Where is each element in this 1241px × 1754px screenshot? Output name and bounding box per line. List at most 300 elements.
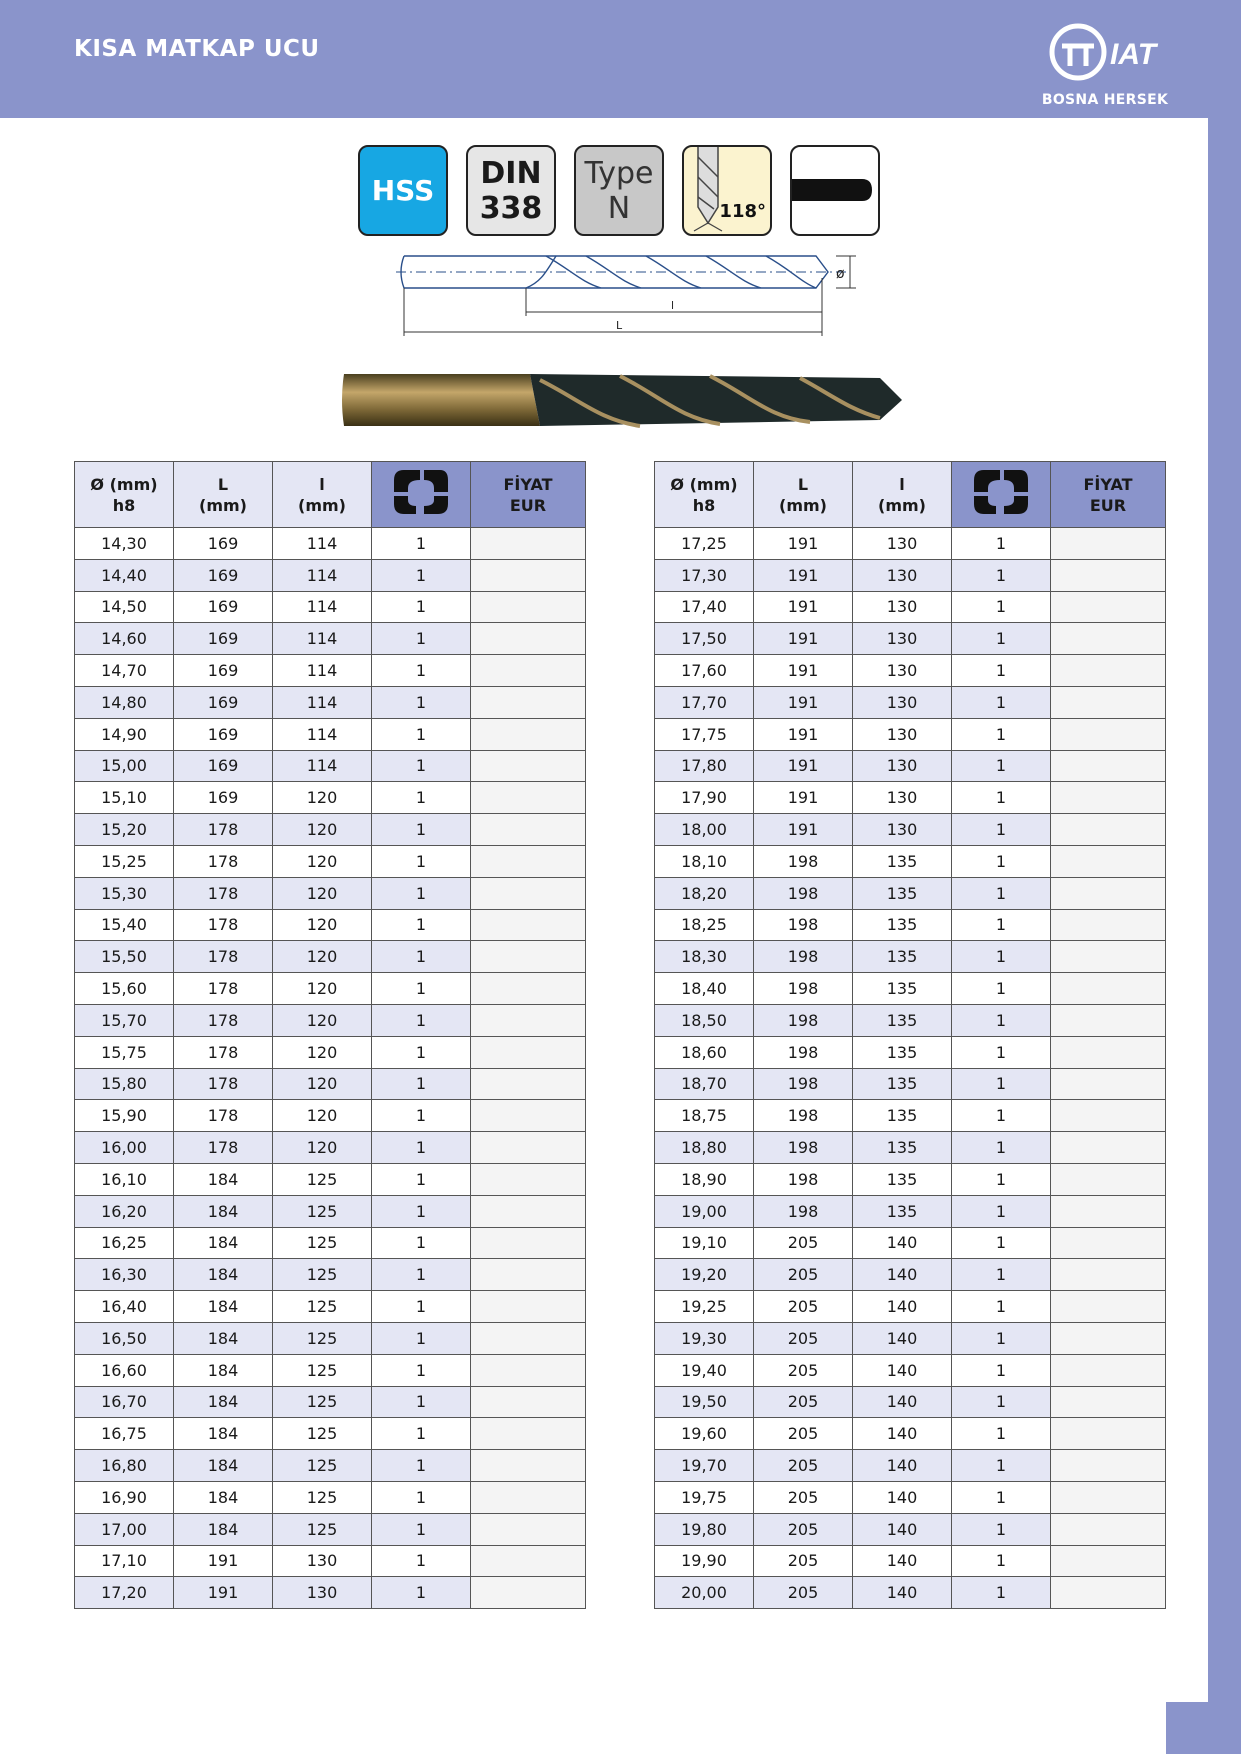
cell-package-qty: 1 bbox=[952, 845, 1051, 877]
cell-price bbox=[471, 1163, 586, 1195]
cell-flute-length: 140 bbox=[853, 1227, 952, 1259]
cell-flute-length: 140 bbox=[853, 1291, 952, 1323]
cell-price bbox=[1051, 782, 1166, 814]
cell-package-qty: 1 bbox=[952, 750, 1051, 782]
cell-package-qty: 1 bbox=[372, 941, 471, 973]
cell-total-length: 184 bbox=[174, 1195, 273, 1227]
cell-total-length: 198 bbox=[754, 1100, 853, 1132]
cell-total-length: 198 bbox=[754, 1163, 853, 1195]
cell-flute-length: 120 bbox=[273, 782, 372, 814]
cell-package-qty: 1 bbox=[372, 750, 471, 782]
cell-flute-length: 130 bbox=[853, 750, 952, 782]
cell-total-length: 205 bbox=[754, 1450, 853, 1482]
table-row bbox=[655, 1513, 1166, 1545]
header-package bbox=[952, 462, 1051, 528]
cell-diameter: 15,10 bbox=[75, 782, 174, 814]
cell-flute-length: 120 bbox=[273, 941, 372, 973]
table-row bbox=[75, 1068, 586, 1100]
cell-flute-length: 130 bbox=[853, 814, 952, 846]
table-row bbox=[75, 1004, 586, 1036]
cell-flute-length: 125 bbox=[273, 1259, 372, 1291]
type-label: Type bbox=[584, 155, 654, 191]
cell-package-qty: 1 bbox=[952, 1004, 1051, 1036]
cell-price bbox=[1051, 1068, 1166, 1100]
cell-diameter: 19,40 bbox=[655, 1354, 754, 1386]
cell-total-length: 169 bbox=[174, 559, 273, 591]
cell-price bbox=[1051, 623, 1166, 655]
cell-total-length: 198 bbox=[754, 1004, 853, 1036]
table-row bbox=[655, 1418, 1166, 1450]
cell-diameter: 15,70 bbox=[75, 1004, 174, 1036]
cell-total-length: 169 bbox=[174, 782, 273, 814]
cell-flute-length: 130 bbox=[853, 782, 952, 814]
cell-package-qty: 1 bbox=[372, 1577, 471, 1609]
table-row bbox=[75, 1195, 586, 1227]
cell-package-qty: 1 bbox=[952, 1036, 1051, 1068]
cell-diameter: 16,50 bbox=[75, 1322, 174, 1354]
cell-diameter: 15,20 bbox=[75, 814, 174, 846]
cell-price bbox=[1051, 1163, 1166, 1195]
cell-diameter: 16,90 bbox=[75, 1481, 174, 1513]
table-row bbox=[655, 845, 1166, 877]
cell-package-qty: 1 bbox=[952, 1450, 1051, 1482]
cell-price bbox=[1051, 1450, 1166, 1482]
cell-package-qty: 1 bbox=[952, 1100, 1051, 1132]
cell-diameter: 19,75 bbox=[655, 1481, 754, 1513]
table-row bbox=[655, 655, 1166, 687]
iat-logo-icon bbox=[1048, 22, 1168, 86]
cell-price bbox=[471, 1322, 586, 1354]
cell-diameter: 16,40 bbox=[75, 1291, 174, 1323]
cell-total-length: 178 bbox=[174, 1004, 273, 1036]
cell-package-qty: 1 bbox=[372, 1450, 471, 1482]
cell-price bbox=[1051, 528, 1166, 560]
cell-price bbox=[1051, 909, 1166, 941]
angle-label: 118° bbox=[719, 201, 766, 222]
table-row bbox=[75, 1163, 586, 1195]
table-row bbox=[75, 941, 586, 973]
cell-diameter: 19,80 bbox=[655, 1513, 754, 1545]
cell-diameter: 16,70 bbox=[75, 1386, 174, 1418]
cell-flute-length: 130 bbox=[273, 1545, 372, 1577]
table-row bbox=[655, 1068, 1166, 1100]
cell-package-qty: 1 bbox=[952, 1068, 1051, 1100]
cell-flute-length: 120 bbox=[273, 1068, 372, 1100]
table-row bbox=[655, 1322, 1166, 1354]
cell-package-qty: 1 bbox=[372, 559, 471, 591]
cell-price bbox=[1051, 750, 1166, 782]
cell-price bbox=[471, 941, 586, 973]
drill-bit-image bbox=[340, 370, 902, 430]
cell-price bbox=[471, 718, 586, 750]
cell-flute-length: 140 bbox=[853, 1577, 952, 1609]
cell-package-qty: 1 bbox=[952, 591, 1051, 623]
cell-package-qty: 1 bbox=[372, 877, 471, 909]
cell-flute-length: 125 bbox=[273, 1418, 372, 1450]
cell-flute-length: 125 bbox=[273, 1354, 372, 1386]
table-row bbox=[655, 1227, 1166, 1259]
point-angle-badge bbox=[682, 145, 772, 236]
cell-diameter: 14,70 bbox=[75, 655, 174, 687]
table-row bbox=[655, 909, 1166, 941]
cell-price bbox=[1051, 1004, 1166, 1036]
cell-package-qty: 1 bbox=[952, 1577, 1051, 1609]
table-row bbox=[655, 1450, 1166, 1482]
cell-package-qty: 1 bbox=[952, 655, 1051, 687]
table-row bbox=[75, 1450, 586, 1482]
cell-package-qty: 1 bbox=[952, 1545, 1051, 1577]
cell-total-length: 205 bbox=[754, 1354, 853, 1386]
cell-package-qty: 1 bbox=[372, 1195, 471, 1227]
table-header-row bbox=[75, 462, 586, 528]
side-accent-bar bbox=[1208, 118, 1241, 1754]
cell-total-length: 178 bbox=[174, 1132, 273, 1164]
cell-package-qty: 1 bbox=[372, 1163, 471, 1195]
cell-package-qty: 1 bbox=[372, 1513, 471, 1545]
cell-diameter: 17,40 bbox=[655, 591, 754, 623]
cell-diameter: 16,10 bbox=[75, 1163, 174, 1195]
cell-price bbox=[471, 973, 586, 1005]
cell-flute-length: 130 bbox=[853, 591, 952, 623]
cell-flute-length: 125 bbox=[273, 1322, 372, 1354]
logo-subtitle: BOSNA HERSEK bbox=[1041, 92, 1169, 108]
cell-package-qty: 1 bbox=[952, 1227, 1051, 1259]
table-row bbox=[75, 814, 586, 846]
cell-package-qty: 1 bbox=[372, 782, 471, 814]
cell-diameter: 17,70 bbox=[655, 686, 754, 718]
cell-diameter: 15,80 bbox=[75, 1068, 174, 1100]
cell-price bbox=[471, 1132, 586, 1164]
table-row bbox=[75, 1227, 586, 1259]
cell-package-qty: 1 bbox=[952, 973, 1051, 1005]
table-header-row bbox=[655, 462, 1166, 528]
cell-flute-length: 120 bbox=[273, 1132, 372, 1164]
cell-total-length: 184 bbox=[174, 1259, 273, 1291]
cell-package-qty: 1 bbox=[952, 559, 1051, 591]
cell-total-length: 184 bbox=[174, 1322, 273, 1354]
table-row bbox=[655, 750, 1166, 782]
cell-total-length: 169 bbox=[174, 591, 273, 623]
cell-diameter: 16,20 bbox=[75, 1195, 174, 1227]
cell-diameter: 18,60 bbox=[655, 1036, 754, 1068]
table-row bbox=[75, 528, 586, 560]
cell-diameter: 18,30 bbox=[655, 941, 754, 973]
cell-flute-length: 120 bbox=[273, 845, 372, 877]
cell-diameter: 15,40 bbox=[75, 909, 174, 941]
cell-package-qty: 1 bbox=[372, 718, 471, 750]
table-row bbox=[655, 1291, 1166, 1323]
cell-price bbox=[471, 782, 586, 814]
cell-total-length: 191 bbox=[754, 814, 853, 846]
table-row bbox=[75, 1100, 586, 1132]
cell-package-qty: 1 bbox=[372, 1004, 471, 1036]
cell-diameter: 17,75 bbox=[655, 718, 754, 750]
cell-package-qty: 1 bbox=[372, 845, 471, 877]
cell-total-length: 198 bbox=[754, 909, 853, 941]
table-row bbox=[75, 782, 586, 814]
cell-flute-length: 120 bbox=[273, 973, 372, 1005]
cell-total-length: 184 bbox=[174, 1227, 273, 1259]
cell-price bbox=[471, 750, 586, 782]
cell-package-qty: 1 bbox=[952, 909, 1051, 941]
cell-price bbox=[1051, 1036, 1166, 1068]
table-row bbox=[75, 1132, 586, 1164]
cell-flute-length: 120 bbox=[273, 909, 372, 941]
table-row bbox=[75, 559, 586, 591]
cell-diameter: 15,75 bbox=[75, 1036, 174, 1068]
cell-total-length: 178 bbox=[174, 814, 273, 846]
cell-package-qty: 1 bbox=[372, 1322, 471, 1354]
cell-diameter: 19,30 bbox=[655, 1322, 754, 1354]
cell-package-qty: 1 bbox=[952, 528, 1051, 560]
cell-price bbox=[1051, 1322, 1166, 1354]
cell-flute-length: 125 bbox=[273, 1291, 372, 1323]
table-row bbox=[655, 1481, 1166, 1513]
cell-diameter: 17,60 bbox=[655, 655, 754, 687]
cell-total-length: 178 bbox=[174, 1100, 273, 1132]
cell-total-length: 198 bbox=[754, 877, 853, 909]
cell-diameter: 16,60 bbox=[75, 1354, 174, 1386]
cell-diameter: 14,40 bbox=[75, 559, 174, 591]
din-badge bbox=[466, 145, 556, 236]
cell-diameter: 18,20 bbox=[655, 877, 754, 909]
cell-price bbox=[471, 1481, 586, 1513]
table-row bbox=[655, 591, 1166, 623]
cell-flute-length: 135 bbox=[853, 1004, 952, 1036]
cell-price bbox=[1051, 686, 1166, 718]
cell-price bbox=[471, 1068, 586, 1100]
cell-diameter: 17,30 bbox=[655, 559, 754, 591]
cell-package-qty: 1 bbox=[952, 814, 1051, 846]
cell-total-length: 191 bbox=[754, 750, 853, 782]
cell-price bbox=[1051, 1418, 1166, 1450]
cell-price bbox=[471, 845, 586, 877]
cell-price bbox=[1051, 845, 1166, 877]
table-row bbox=[655, 1259, 1166, 1291]
cell-flute-length: 125 bbox=[273, 1195, 372, 1227]
cell-package-qty: 1 bbox=[372, 1291, 471, 1323]
cell-flute-length: 135 bbox=[853, 1068, 952, 1100]
cell-total-length: 178 bbox=[174, 845, 273, 877]
cell-flute-length: 125 bbox=[273, 1481, 372, 1513]
cell-total-length: 191 bbox=[174, 1577, 273, 1609]
cell-total-length: 169 bbox=[174, 528, 273, 560]
cell-price bbox=[471, 909, 586, 941]
cell-price bbox=[1051, 1227, 1166, 1259]
cell-flute-length: 114 bbox=[273, 750, 372, 782]
header-diameter: Ø (mm) h8 bbox=[655, 462, 754, 528]
cell-flute-length: 130 bbox=[853, 686, 952, 718]
cell-flute-length: 130 bbox=[853, 623, 952, 655]
cell-flute-length: 120 bbox=[273, 814, 372, 846]
cell-flute-length: 140 bbox=[853, 1259, 952, 1291]
cell-diameter: 18,40 bbox=[655, 973, 754, 1005]
table-row bbox=[655, 1163, 1166, 1195]
spec-table-right bbox=[654, 461, 1166, 1609]
cylindrical-shank-icon bbox=[792, 147, 878, 234]
cell-diameter: 19,50 bbox=[655, 1386, 754, 1418]
cell-diameter: 16,25 bbox=[75, 1227, 174, 1259]
cell-flute-length: 125 bbox=[273, 1386, 372, 1418]
table-row bbox=[75, 750, 586, 782]
table-row bbox=[655, 1036, 1166, 1068]
cell-diameter: 17,00 bbox=[75, 1513, 174, 1545]
cell-price bbox=[1051, 1513, 1166, 1545]
cell-price bbox=[471, 623, 586, 655]
cell-diameter: 19,25 bbox=[655, 1291, 754, 1323]
cell-diameter: 17,25 bbox=[655, 528, 754, 560]
cell-diameter: 18,10 bbox=[655, 845, 754, 877]
cell-diameter: 18,00 bbox=[655, 814, 754, 846]
header-package bbox=[372, 462, 471, 528]
cell-total-length: 198 bbox=[754, 1068, 853, 1100]
cell-diameter: 18,70 bbox=[655, 1068, 754, 1100]
header-total-length: L (mm) bbox=[754, 462, 853, 528]
cell-flute-length: 135 bbox=[853, 909, 952, 941]
hss-badge bbox=[358, 145, 448, 236]
cell-price bbox=[1051, 1354, 1166, 1386]
package-quantity-icon bbox=[390, 466, 452, 518]
cell-package-qty: 1 bbox=[372, 973, 471, 1005]
cell-flute-length: 140 bbox=[853, 1418, 952, 1450]
cell-total-length: 205 bbox=[754, 1418, 853, 1450]
cell-flute-length: 125 bbox=[273, 1227, 372, 1259]
cell-package-qty: 1 bbox=[372, 528, 471, 560]
cell-flute-length: 130 bbox=[853, 528, 952, 560]
cell-diameter: 15,60 bbox=[75, 973, 174, 1005]
cell-package-qty: 1 bbox=[372, 1100, 471, 1132]
cell-total-length: 178 bbox=[174, 1036, 273, 1068]
cell-flute-length: 140 bbox=[853, 1450, 952, 1482]
table-row bbox=[75, 623, 586, 655]
cell-package-qty: 1 bbox=[952, 623, 1051, 655]
cell-diameter: 19,60 bbox=[655, 1418, 754, 1450]
cell-package-qty: 1 bbox=[952, 718, 1051, 750]
cell-total-length: 191 bbox=[754, 528, 853, 560]
cell-package-qty: 1 bbox=[952, 1418, 1051, 1450]
cell-total-length: 178 bbox=[174, 973, 273, 1005]
cell-price bbox=[1051, 655, 1166, 687]
cell-total-length: 205 bbox=[754, 1259, 853, 1291]
cell-price bbox=[1051, 1259, 1166, 1291]
cell-diameter: 16,75 bbox=[75, 1418, 174, 1450]
cell-package-qty: 1 bbox=[952, 1354, 1051, 1386]
cell-total-length: 205 bbox=[754, 1386, 853, 1418]
cell-total-length: 198 bbox=[754, 941, 853, 973]
table-row bbox=[75, 1545, 586, 1577]
cell-flute-length: 140 bbox=[853, 1513, 952, 1545]
table-row bbox=[655, 1100, 1166, 1132]
table-row bbox=[75, 877, 586, 909]
cell-diameter: 19,00 bbox=[655, 1195, 754, 1227]
cell-price bbox=[1051, 1386, 1166, 1418]
cell-total-length: 178 bbox=[174, 877, 273, 909]
table-row bbox=[655, 877, 1166, 909]
cell-flute-length: 135 bbox=[853, 1163, 952, 1195]
cell-price bbox=[471, 1036, 586, 1068]
package-quantity-icon bbox=[970, 466, 1032, 518]
table-row bbox=[75, 686, 586, 718]
cell-diameter: 20,00 bbox=[655, 1577, 754, 1609]
cell-diameter: 15,90 bbox=[75, 1100, 174, 1132]
cell-package-qty: 1 bbox=[952, 1163, 1051, 1195]
cell-package-qty: 1 bbox=[952, 1386, 1051, 1418]
cell-package-qty: 1 bbox=[372, 655, 471, 687]
cell-price bbox=[1051, 591, 1166, 623]
cell-package-qty: 1 bbox=[952, 1291, 1051, 1323]
cell-total-length: 191 bbox=[754, 782, 853, 814]
cell-price bbox=[471, 559, 586, 591]
cell-flute-length: 120 bbox=[273, 877, 372, 909]
table-row bbox=[75, 845, 586, 877]
cell-flute-length: 140 bbox=[853, 1322, 952, 1354]
cell-price bbox=[471, 1577, 586, 1609]
cell-flute-length: 114 bbox=[273, 686, 372, 718]
cell-diameter: 15,25 bbox=[75, 845, 174, 877]
table-row bbox=[655, 941, 1166, 973]
cell-flute-length: 125 bbox=[273, 1163, 372, 1195]
cell-package-qty: 1 bbox=[372, 623, 471, 655]
cell-total-length: 184 bbox=[174, 1163, 273, 1195]
table-row bbox=[75, 1291, 586, 1323]
header-price: FİYAT EUR bbox=[471, 462, 586, 528]
cell-total-length: 191 bbox=[754, 559, 853, 591]
cell-total-length: 191 bbox=[174, 1545, 273, 1577]
cell-diameter: 18,80 bbox=[655, 1132, 754, 1164]
cell-diameter: 17,50 bbox=[655, 623, 754, 655]
header-flute-length: l (mm) bbox=[853, 462, 952, 528]
cell-price bbox=[471, 686, 586, 718]
cell-diameter: 16,00 bbox=[75, 1132, 174, 1164]
cell-total-length: 184 bbox=[174, 1481, 273, 1513]
cell-total-length: 205 bbox=[754, 1481, 853, 1513]
table-row bbox=[655, 1195, 1166, 1227]
cell-price bbox=[1051, 973, 1166, 1005]
table-row bbox=[655, 559, 1166, 591]
cell-flute-length: 114 bbox=[273, 528, 372, 560]
header-flute-length: l (mm) bbox=[273, 462, 372, 528]
cell-price bbox=[1051, 1481, 1166, 1513]
table-row bbox=[75, 655, 586, 687]
cell-price bbox=[471, 877, 586, 909]
cell-diameter: 16,80 bbox=[75, 1450, 174, 1482]
cell-price bbox=[1051, 1195, 1166, 1227]
cell-flute-length: 135 bbox=[853, 1036, 952, 1068]
cell-diameter: 14,30 bbox=[75, 528, 174, 560]
table-row bbox=[75, 1386, 586, 1418]
cell-flute-length: 140 bbox=[853, 1386, 952, 1418]
cell-package-qty: 1 bbox=[952, 1322, 1051, 1354]
cell-price bbox=[471, 1513, 586, 1545]
cell-price bbox=[471, 814, 586, 846]
table-row bbox=[655, 782, 1166, 814]
cell-total-length: 169 bbox=[174, 686, 273, 718]
cell-price bbox=[471, 1450, 586, 1482]
table-row bbox=[75, 909, 586, 941]
cell-diameter: 15,30 bbox=[75, 877, 174, 909]
drawing-total-length-label: L bbox=[616, 319, 623, 332]
header-total-length: L (mm) bbox=[174, 462, 273, 528]
cell-flute-length: 140 bbox=[853, 1545, 952, 1577]
cell-flute-length: 135 bbox=[853, 941, 952, 973]
cell-package-qty: 1 bbox=[952, 1481, 1051, 1513]
cell-flute-length: 140 bbox=[853, 1481, 952, 1513]
cell-price bbox=[471, 1100, 586, 1132]
cell-total-length: 184 bbox=[174, 1354, 273, 1386]
cell-diameter: 18,90 bbox=[655, 1163, 754, 1195]
drawing-diameter-label: ø bbox=[836, 266, 845, 282]
cell-flute-length: 130 bbox=[853, 655, 952, 687]
